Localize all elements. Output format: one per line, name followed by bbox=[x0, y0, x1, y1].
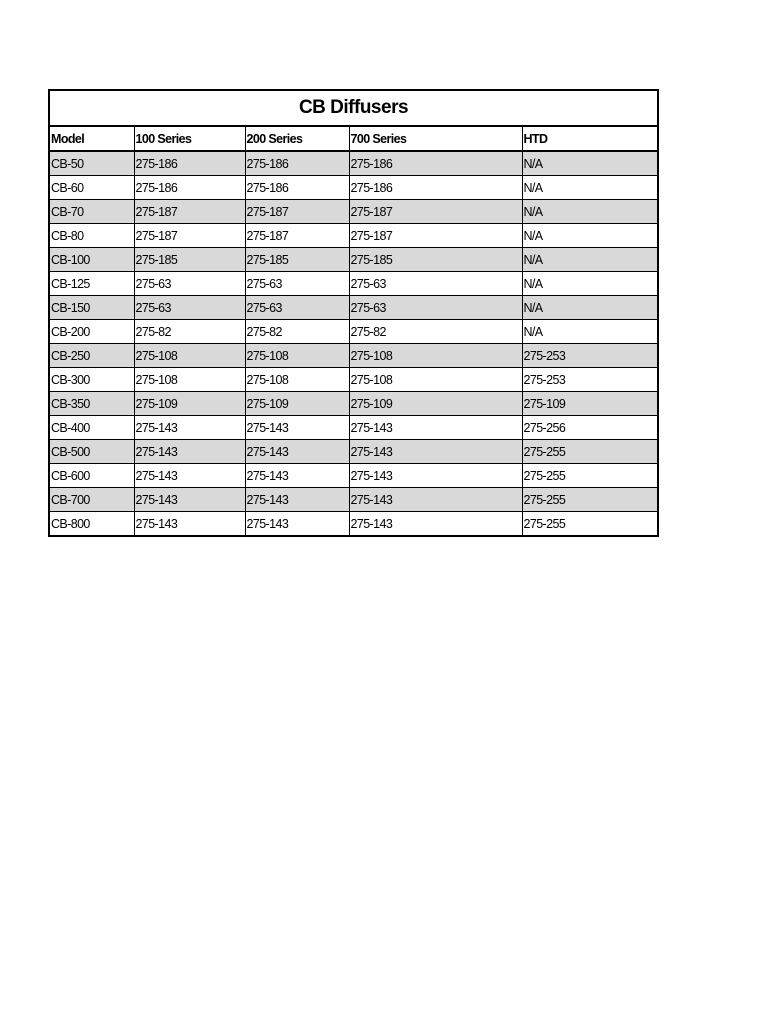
series-200-cell: 275-143 bbox=[245, 512, 349, 536]
series-700-cell: 275-143 bbox=[349, 416, 522, 440]
table-body bbox=[50, 151, 657, 535]
table-row bbox=[50, 488, 657, 512]
series-100-cell: 275-187 bbox=[134, 200, 245, 224]
htd-cell: 275-255 bbox=[522, 488, 657, 512]
series-100-cell: 275-186 bbox=[134, 151, 245, 176]
column-header-htd: HTD bbox=[522, 127, 657, 151]
series-100-cell: 275-63 bbox=[134, 272, 245, 296]
htd-cell: N/A bbox=[522, 272, 657, 296]
header-row bbox=[50, 127, 657, 151]
model-cell: CB-80 bbox=[50, 224, 134, 248]
column-header-100-series: 100 Series bbox=[134, 127, 245, 151]
series-100-cell: 275-82 bbox=[134, 320, 245, 344]
series-200-cell: 275-143 bbox=[245, 440, 349, 464]
series-700-cell: 275-186 bbox=[349, 176, 522, 200]
column-header-700-series: 700 Series bbox=[349, 127, 522, 151]
diffuser-table bbox=[50, 127, 657, 535]
series-100-cell: 275-63 bbox=[134, 296, 245, 320]
column-header-200-series: 200 Series bbox=[245, 127, 349, 151]
table-row bbox=[50, 200, 657, 224]
series-200-cell: 275-108 bbox=[245, 368, 349, 392]
series-200-cell: 275-82 bbox=[245, 320, 349, 344]
table-row bbox=[50, 440, 657, 464]
column-header-model: Model bbox=[50, 127, 134, 151]
table-row bbox=[50, 512, 657, 536]
series-700-cell: 275-108 bbox=[349, 344, 522, 368]
model-cell: CB-350 bbox=[50, 392, 134, 416]
model-cell: CB-600 bbox=[50, 464, 134, 488]
htd-cell: 275-109 bbox=[522, 392, 657, 416]
model-cell: CB-60 bbox=[50, 176, 134, 200]
series-200-cell: 275-143 bbox=[245, 416, 349, 440]
htd-cell: N/A bbox=[522, 248, 657, 272]
series-200-cell: 275-63 bbox=[245, 296, 349, 320]
model-cell: CB-400 bbox=[50, 416, 134, 440]
series-200-cell: 275-143 bbox=[245, 464, 349, 488]
series-200-cell: 275-186 bbox=[245, 176, 349, 200]
htd-cell: 275-253 bbox=[522, 368, 657, 392]
table-row bbox=[50, 272, 657, 296]
model-cell: CB-125 bbox=[50, 272, 134, 296]
diffuser-table-sheet bbox=[48, 89, 659, 537]
series-200-cell: 275-187 bbox=[245, 200, 349, 224]
model-cell: CB-800 bbox=[51, 516, 90, 531]
table-row bbox=[50, 248, 657, 272]
htd-cell: N/A bbox=[522, 151, 657, 176]
series-200-cell: 275-185 bbox=[245, 248, 349, 272]
series-200-cell: 275-108 bbox=[245, 344, 349, 368]
series-100-cell: 275-187 bbox=[134, 224, 245, 248]
series-700-cell: 275-109 bbox=[349, 392, 522, 416]
series-200-cell: 275-186 bbox=[245, 151, 349, 176]
series-100-cell: 275-143 bbox=[134, 464, 245, 488]
series-100-cell: 275-108 bbox=[134, 344, 245, 368]
model-cell: CB-50 bbox=[50, 151, 134, 176]
series-700-cell: 275-143 bbox=[349, 464, 522, 488]
series-700-cell: 275-108 bbox=[349, 368, 522, 392]
model-cell: CB-250 bbox=[50, 344, 134, 368]
table-row bbox=[50, 296, 657, 320]
series-100-cell: 275-185 bbox=[134, 248, 245, 272]
model-cell: CB-150 bbox=[50, 296, 134, 320]
series-200-cell: 275-63 bbox=[245, 272, 349, 296]
table-row bbox=[50, 320, 657, 344]
table-row bbox=[50, 151, 657, 176]
table-row bbox=[50, 176, 657, 200]
table-title: CB Diffusers bbox=[50, 91, 657, 127]
series-700-cell: 275-143 bbox=[349, 488, 522, 512]
series-700-cell: 275-143 bbox=[349, 512, 522, 536]
htd-cell: 275-255 bbox=[522, 464, 657, 488]
model-cell: CB-100 bbox=[50, 248, 134, 272]
table-row bbox=[50, 416, 657, 440]
table-row bbox=[50, 464, 657, 488]
model-cell: CB-300 bbox=[50, 368, 134, 392]
series-200-cell: 275-109 bbox=[245, 392, 349, 416]
htd-cell: N/A bbox=[522, 320, 657, 344]
series-700-cell: 275-63 bbox=[349, 296, 522, 320]
table-row bbox=[50, 392, 657, 416]
series-100-cell: 275-108 bbox=[134, 368, 245, 392]
htd-cell: 275-255 bbox=[522, 512, 657, 536]
series-100-cell: 275-143 bbox=[134, 416, 245, 440]
model-cell: CB-700 bbox=[50, 488, 134, 512]
htd-cell: N/A bbox=[522, 200, 657, 224]
series-100-cell: 275-143 bbox=[134, 440, 245, 464]
series-100-cell: 275-143 bbox=[134, 488, 245, 512]
series-200-cell: 275-187 bbox=[245, 224, 349, 248]
series-700-cell: 275-185 bbox=[349, 248, 522, 272]
table-row bbox=[50, 368, 657, 392]
htd-cell: N/A bbox=[522, 296, 657, 320]
htd-cell: N/A bbox=[522, 176, 657, 200]
series-700-cell: 275-82 bbox=[349, 320, 522, 344]
htd-cell: 275-253 bbox=[522, 344, 657, 368]
series-700-cell: 275-187 bbox=[349, 200, 522, 224]
series-200-cell: 275-143 bbox=[245, 488, 349, 512]
model-cell: CB-500 bbox=[50, 440, 134, 464]
series-700-cell: 275-143 bbox=[349, 440, 522, 464]
series-100-cell: 275-186 bbox=[134, 176, 245, 200]
table-row bbox=[50, 224, 657, 248]
table-row bbox=[50, 344, 657, 368]
series-100-cell: 275-109 bbox=[134, 392, 245, 416]
series-700-cell: 275-186 bbox=[349, 151, 522, 176]
htd-cell: 275-256 bbox=[522, 416, 657, 440]
model-cell: CB-70 bbox=[50, 200, 134, 224]
series-700-cell: 275-63 bbox=[349, 272, 522, 296]
series-100-cell: 275-143 bbox=[134, 512, 245, 536]
model-cell: CB-200 bbox=[50, 320, 134, 344]
series-700-cell: 275-187 bbox=[349, 224, 522, 248]
htd-cell: 275-255 bbox=[522, 440, 657, 464]
htd-cell: N/A bbox=[522, 224, 657, 248]
